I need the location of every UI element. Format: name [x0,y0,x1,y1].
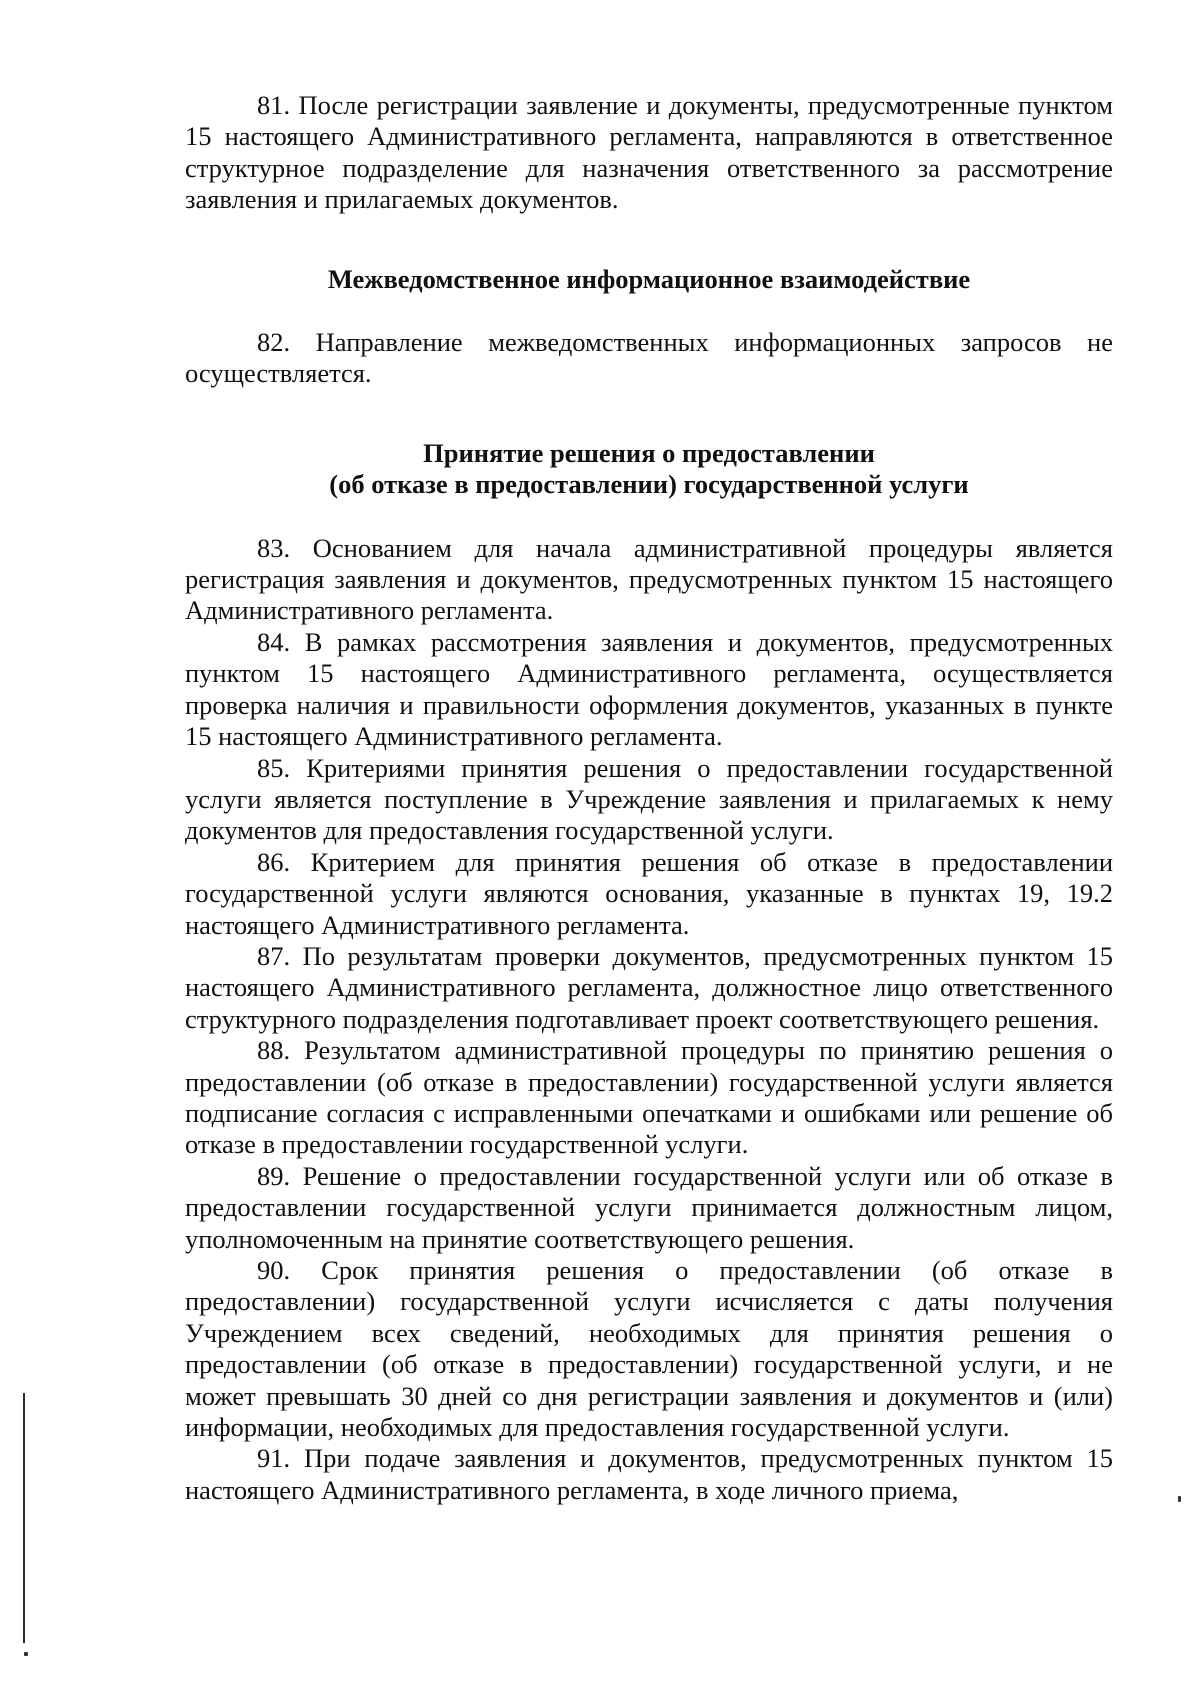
paragraph-84: 84. В рамках рассмотрения заявления и документов, предусмотренных пунктом 15 настоящего Административного регламента, осуществляется проверка наличия и правильности оформления документов, указанных в пункте 15 настоящего Административного регламента. [185,626,1113,752]
paragraph-89: 89. Решение о предоставлении государственной услуги или об отказе в предоставлении государственной услуги принимается должностным лицом, уполномоченным на принятие соответствующего решения. [185,1160,1113,1254]
spacer [185,295,1113,327]
paragraph-81: 81. После регистрации заявление и документы, предусмотренные пунктом 15 настоящего Административного регламента, направляются в ответственное структурное подразделение для назначения ответственного за рассмотрение заявления и прилагаемых документов. [185,90,1113,215]
paragraph-85: 85. Критериями принятия решения о предоставлении государственной услуги является поступление в Учреждение заявления и прилагаемых к нему документов для предоставления государственной услуги. [185,752,1113,846]
scan-artifact [24,1652,28,1656]
paragraph-82: 82. Направление межведомственных информационных запросов не осуществляется. [185,327,1113,389]
paragraph-90: 90. Срок принятия решения о предоставлении (об отказе в предоставлении) государственной услуги исчисляется с даты получения Учреждением всех сведений, необходимых для принятия решения о предоставлении (об отказе в предоставлении) государственной услуги, и не может превышать 30 дней со дня регистрации заявления и документов и (или) информации, необходимых для предоставления государственной услуги. [185,1255,1113,1443]
scan-artifact [1178,1496,1181,1502]
spacer [185,216,1113,264]
paragraph-87: 87. По результатам проверки документов, предусмотренных пунктом 15 настоящего Административного регламента, должностное лицо ответственного структурного подразделения подготавливает проект соответствующего решения. [185,940,1113,1034]
heading-decision-line1: Принятие решения о предоставлении [423,437,875,468]
spacer [185,390,1113,438]
paragraph-88: 88. Результатом административной процедуры по принятию решения о предоставлении (об отказе в предоставлении) государственной услуги является подписание согласия с исправленными опечатками и ошибками или решение об отказе в предоставлении государственной услуги. [185,1035,1113,1160]
heading-decision-line2: (об отказе в предоставлении) государственной услуги [329,469,969,500]
spacer [185,501,1113,533]
document-page [185,90,1113,1506]
heading-interagency: Межведомственное информационное взаимодействие [327,263,971,294]
paragraph-86: 86. Критерием для принятия решения об отказе в предоставлении государственной услуги являются основания, указанные в пунктах 19, 19.2 настоящего Административного регламента. [185,846,1113,940]
paragraph-83: 83. Основанием для начала административной процедуры является регистрация заявления и документов, предусмотренных пунктом 15 настоящего Административного регламента. [185,532,1113,626]
scan-edge-line [23,1393,25,1643]
paragraph-91: 91. При подаче заявления и документов, предусмотренных пунктом 15 настоящего Административного регламента, в ходе личного приема, [185,1443,1113,1505]
